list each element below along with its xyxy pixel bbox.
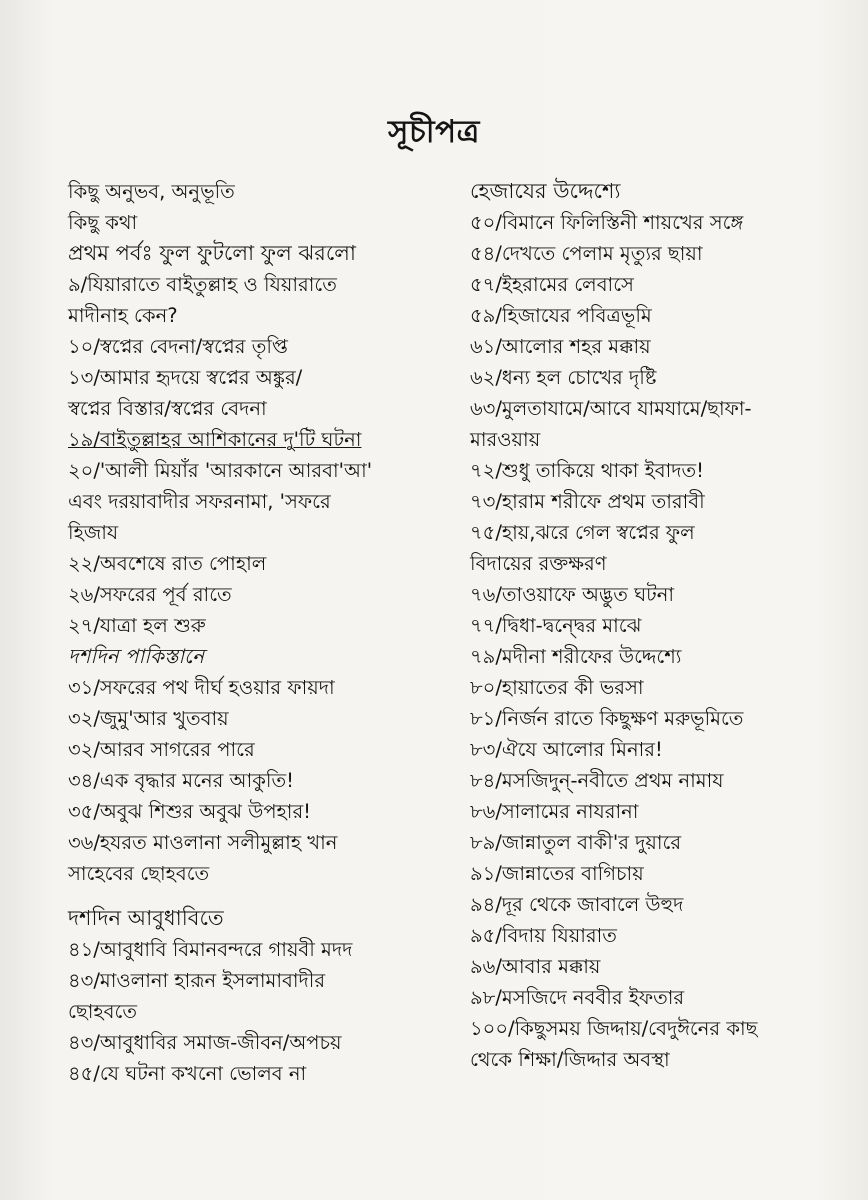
toc-entry: ৬২/ধন্য হল চোখের দৃষ্টি [470, 366, 657, 389]
toc-entry: ৭৯/মদীনা শরীফের উদ্দেশ্যে [470, 645, 682, 668]
toc-entry: ২০/'আলী মিয়াঁর 'আরকানে আরবা'আ' [68, 459, 373, 482]
page-title: সূচীপত্র [388, 114, 480, 150]
toc-entry: ৯৪/দূর থেকে জাবালে উহুদ [470, 893, 684, 916]
toc-entry: ১০/স্বপ্নের বেদনা/স্বপ্নের তৃপ্তি [68, 335, 288, 358]
toc-entry: হিজায [68, 521, 119, 544]
toc-entry: ৮৪/মসজিদুন্-নবীতে প্রথম নামায [470, 769, 724, 792]
toc-left-column [68, 176, 446, 1089]
toc-entry: ৯/যিয়ারাতে বাইতুল্লাহ ও যিয়ারাতে [68, 273, 337, 296]
toc-right-column [470, 176, 842, 1075]
toc-entry: ৩২/আরব সাগরের পারে [68, 738, 255, 761]
toc-entry: ৩৫/অবুঝ শিশুর অবুঝ উপহার! [68, 800, 311, 823]
toc-entry: মারওয়ায় [470, 428, 541, 451]
toc-entry: ৩২/জুমু'আর খুতবায় [68, 707, 229, 730]
toc-entry: ৮৬/সালামের নাযরানা [470, 800, 639, 823]
toc-entry: এবং দরয়াবাদীর সফরনামা, 'সফরে [68, 490, 331, 513]
toc-entry: ৩৬/হযরত মাওলানা সলীমুল্লাহ খান [68, 831, 338, 854]
toc-entry: ২২/অবশেষে রাত পোহাল [68, 552, 267, 575]
toc-entry: মাদীনাহ কেন? [68, 304, 178, 327]
toc-entry: ৮০/হায়াতের কী ভরসা [470, 676, 644, 699]
toc-entry: ৬৩/মুলতাযামে/আবে যামযামে/ছাফা- [470, 397, 752, 420]
toc-entry: ৫৪/দেখতে পেলাম মৃত্যুর ছায়া [470, 242, 703, 265]
toc-entry: স্বপ্নের বিস্তার/স্বপ্নের বেদনা [68, 397, 267, 420]
toc-entry: ৭২/শুধু তাকিয়ে থাকা ইবাদত! [470, 459, 704, 482]
toc-entry: ৩১/সফরের পথ দীর্ঘ হওয়ার ফায়দা [68, 676, 335, 699]
toc-entry: ১৩/আমার হৃদয়ে স্বপ্নের অঙ্কুর/ [68, 366, 303, 389]
toc-entry: থেকে শিক্ষা/জিদ্দার অবস্থা [470, 1048, 670, 1071]
toc-entry: ৬১/আলোর শহর মক্কায় [470, 335, 651, 358]
toc-section-heading: প্রথম পর্বঃ ফুল ফুটলো ফুল ঝরলো [68, 241, 357, 265]
toc-entry: ৭৭/দ্বিধা-দ্বন্দ্বের মাঝে [470, 614, 642, 637]
toc-entry: ৯৬/আবার মক্কায় [470, 955, 601, 978]
toc-entry: ৭৫/হায়,ঝরে গেল স্বপ্নের ফুল [470, 521, 695, 544]
toc-entry: ৭৬/তাওয়াফে অদ্ভুত ঘটনা [470, 583, 675, 606]
toc-entry: সাহেবের ছোহবতে [68, 862, 210, 885]
toc-entry: ৯৫/বিদায় যিয়ারাত [470, 924, 617, 947]
toc-entry: ১৯/বাইতুল্লাহর আশিকানের দু'টি ঘটনা [68, 428, 362, 451]
toc-entry: বিদায়ের রক্তক্ষরণ [470, 552, 607, 575]
toc-entry: ৯১/জান্নাতের বাগিচায় [470, 862, 644, 885]
toc-entry: কিছু অনুভব, অনুভূতি [68, 180, 235, 203]
toc-section-heading: হেজাযের উদ্দেশ্যে [470, 179, 621, 203]
toc-entry: ৯৮/মসজিদে নববীর ইফতার [470, 986, 685, 1009]
toc-entry: ৪৩/আবুধাবির সমাজ-জীবন/অপচয় [68, 1031, 342, 1054]
toc-entry: কিছু কথা [68, 211, 138, 234]
toc-entry: ৭৩/হারাম শরীফে প্রথম তারাবী [470, 490, 705, 513]
toc-entry: ১০০/কিছুসময় জিদ্দায়/বেদুঈনের কাছ [470, 1017, 758, 1040]
toc-entry: ৫৭/ইহরামের লেবাসে [470, 273, 634, 296]
toc-entry: ৫০/বিমানে ফিলিস্তিনী শায়খের সঙ্গে [470, 211, 744, 234]
toc-entry: ৮৩/ঐযে আলোর মিনার! [470, 738, 663, 761]
toc-entry: ২৭/যাত্রা হল শুরু [68, 614, 206, 637]
toc-entry: ৮৯/জান্নাতুল বাকী'র দুয়ারে [470, 831, 682, 854]
toc-entry: ৪৩/মাওলানা হারূন ইসলামাবাদীর [68, 969, 326, 992]
toc-entry: ২৬/সফরের পূর্ব রাতে [68, 583, 232, 606]
toc-section-heading: দশদিন পাকিস্তানে [68, 644, 205, 668]
toc-entry: ৩৪/এক বৃদ্ধার মনের আকুতি! [68, 769, 294, 792]
toc-entry: ছোহবতে [68, 1000, 137, 1023]
toc-section-heading: দশদিন আবুধাবিতে [68, 906, 224, 930]
toc-entry: ৮১/নির্জন রাতে কিছুক্ষণ মরুভূমিতে [470, 707, 744, 730]
toc-entry: ৪১/আবুধাবি বিমানবন্দরে গায়বী মদদ [68, 938, 353, 961]
toc-entry: ৪৫/যে ঘটনা কখনো ভোলব না [68, 1062, 307, 1085]
toc-entry: ৫৯/হিজাযের পবিত্রভূমি [470, 304, 652, 327]
